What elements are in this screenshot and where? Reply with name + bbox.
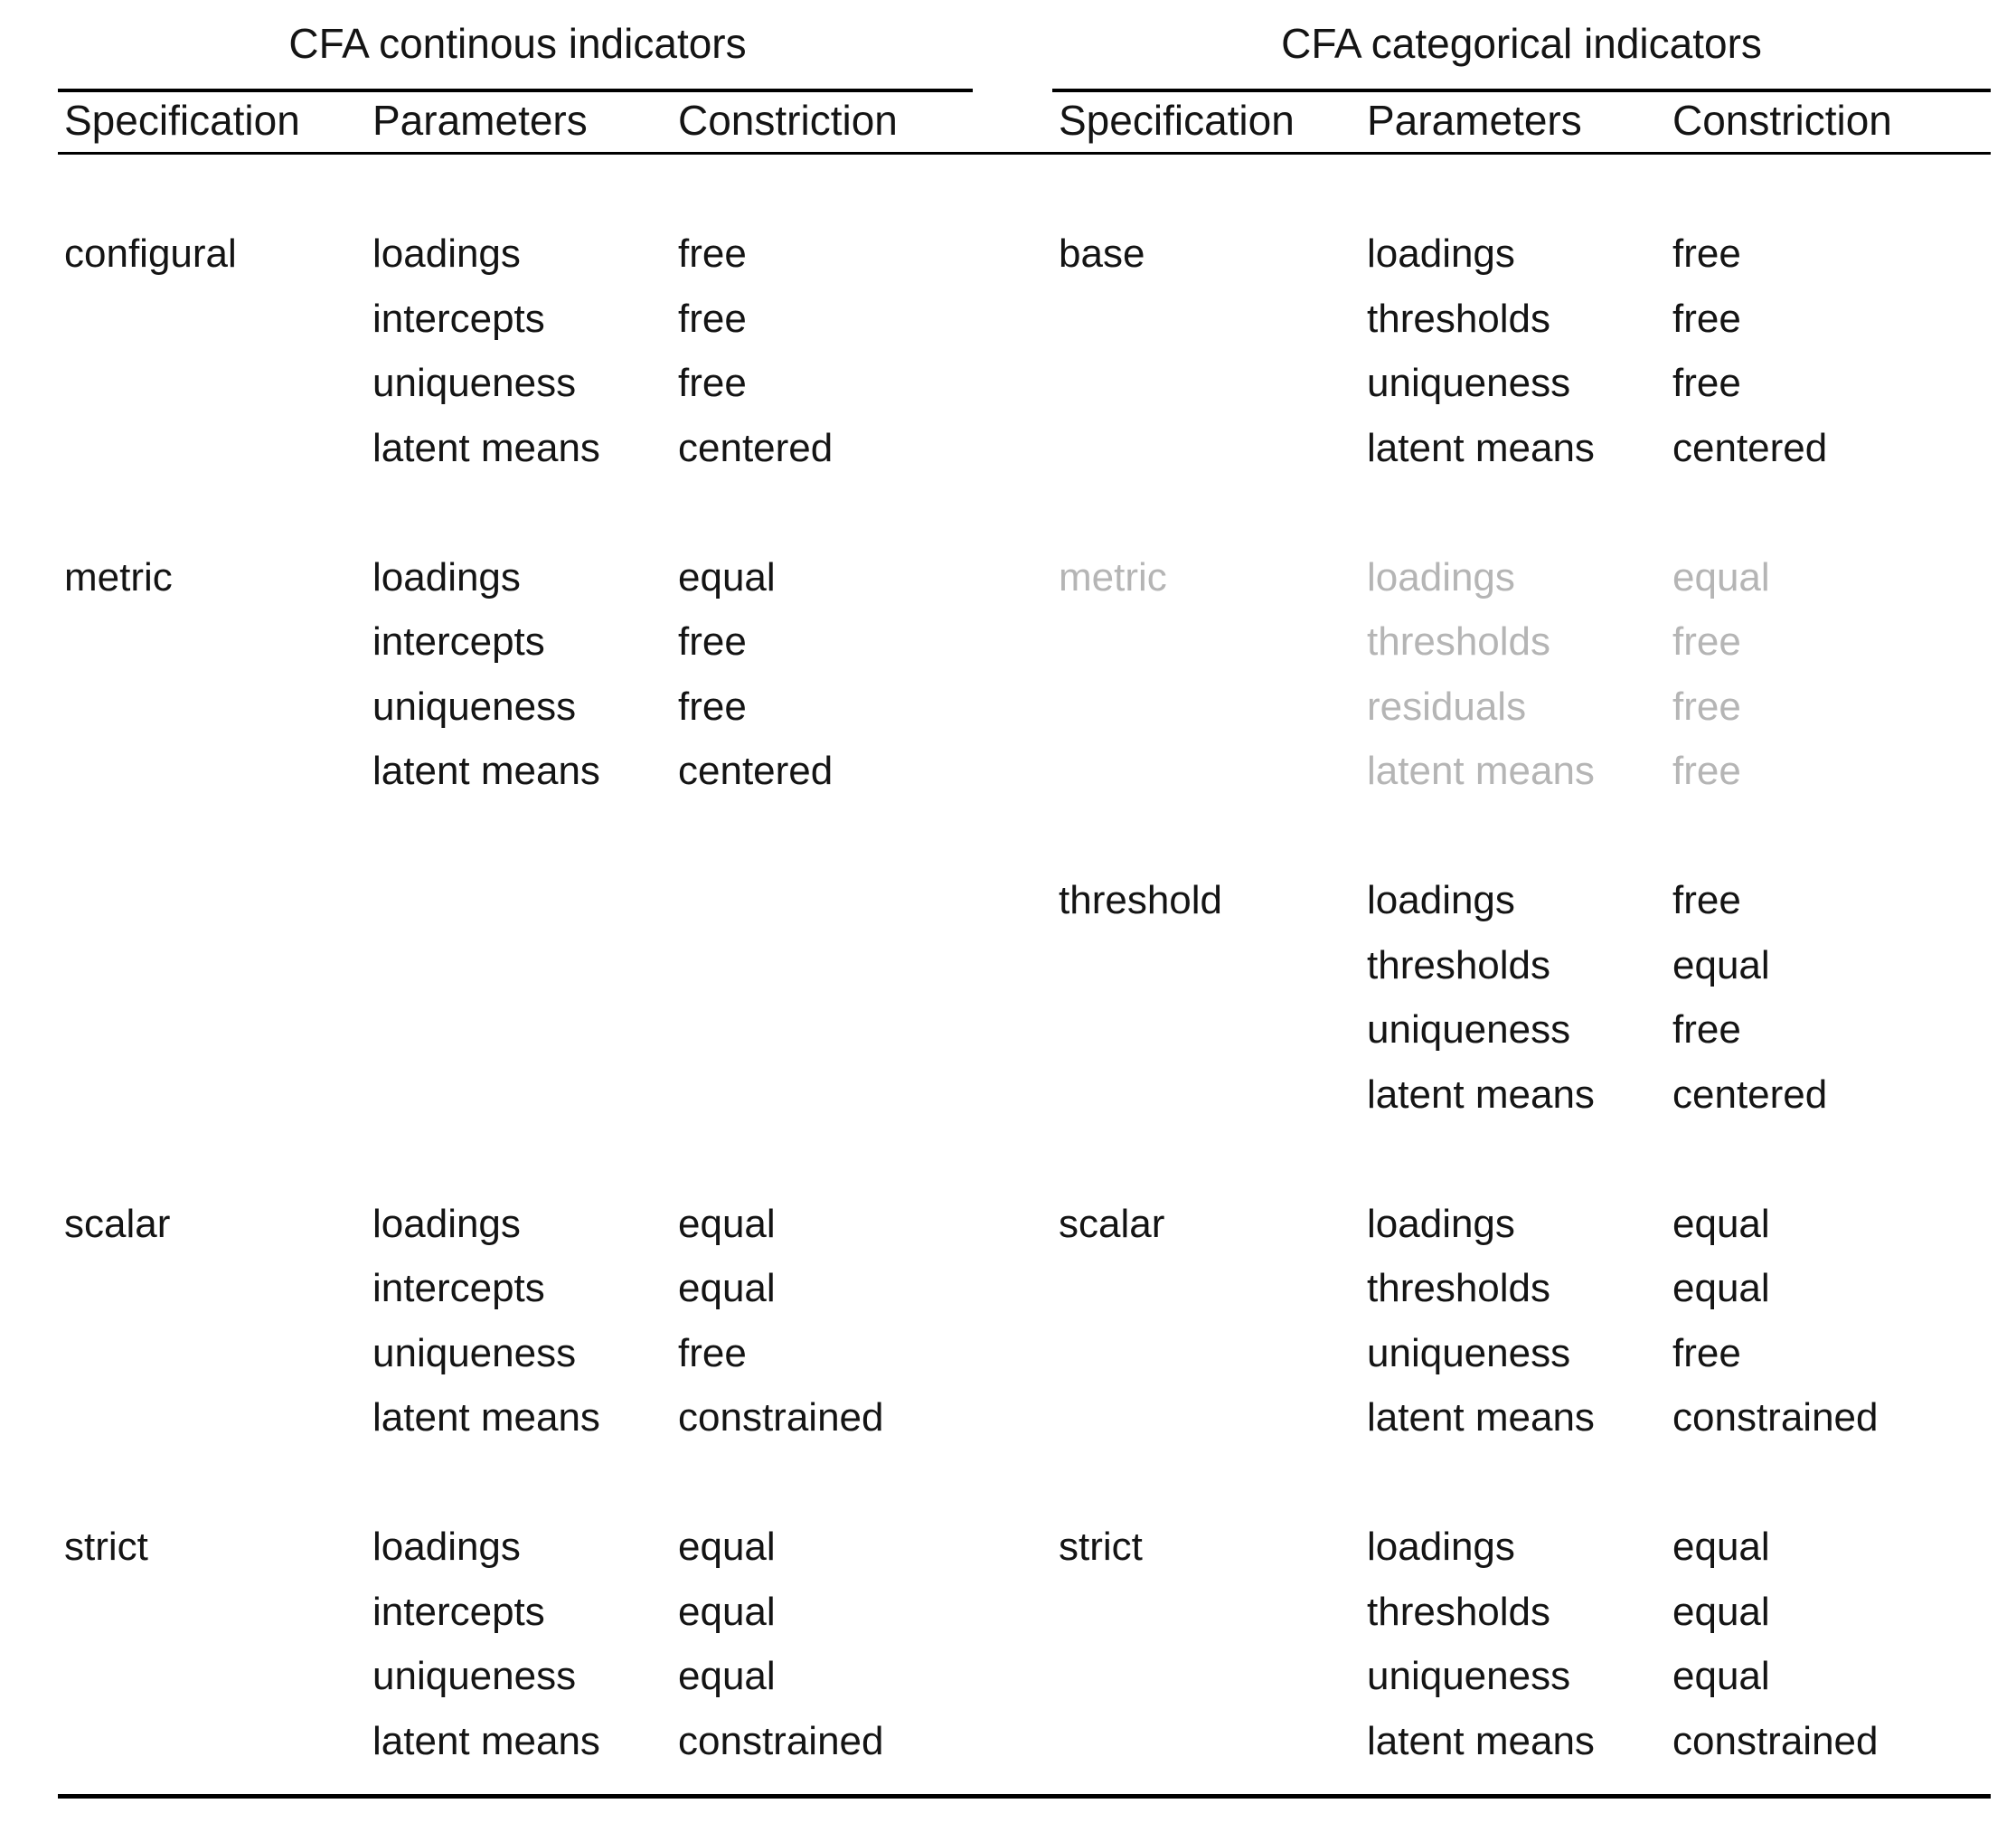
spec-label — [64, 1385, 372, 1450]
table-row — [58, 1515, 977, 1580]
constriction-cell: free — [678, 684, 747, 729]
parameter-cell: intercepts — [372, 1266, 545, 1310]
table-body-categorical — [1052, 222, 1991, 1832]
parameter-cell: latent means — [1367, 1395, 1595, 1440]
spec-label — [1059, 1256, 1367, 1321]
spec-label — [1059, 1321, 1367, 1386]
constriction-cell: free — [1672, 1007, 1741, 1052]
table-row — [1052, 1709, 1991, 1774]
parameter-cell: uniqueness — [1367, 1330, 1571, 1375]
table-body-continuous — [58, 222, 977, 1832]
constriction-cell: constrained — [678, 1718, 884, 1763]
constriction-cell: free — [678, 619, 747, 664]
spec-label — [1059, 997, 1367, 1062]
spec-label — [64, 1580, 372, 1645]
table-row — [58, 1256, 977, 1321]
constriction-cell: free — [678, 1330, 747, 1375]
spec-label — [64, 675, 372, 740]
parameter-cell: latent means — [372, 1718, 600, 1763]
table-row — [1052, 1321, 1991, 1386]
spec-label — [1059, 351, 1367, 416]
spec-label — [64, 1709, 372, 1774]
spec-label: base — [1059, 231, 1145, 276]
constriction-cell: free — [1672, 296, 1741, 341]
table-continuous-indicators — [58, 0, 977, 1832]
group-strict — [58, 1515, 977, 1773]
spec-label — [1059, 739, 1367, 804]
constriction-cell: equal — [1672, 1654, 1770, 1698]
constriction-cell: equal — [1672, 942, 1770, 987]
constriction-cell: equal — [678, 1525, 776, 1569]
table-title-categorical: CFA categorical indicators — [1281, 20, 1762, 67]
empty-group-slot — [58, 868, 977, 1127]
table-row — [58, 1580, 977, 1645]
group-scalar — [1052, 1192, 1991, 1450]
table-row — [1052, 1192, 1991, 1257]
parameter-cell: residuals — [1367, 684, 1527, 729]
table-row — [1052, 1385, 1991, 1450]
spec-label — [64, 416, 372, 481]
table-row — [1052, 739, 1991, 804]
parameter-cell: latent means — [372, 749, 600, 793]
constriction-cell: equal — [1672, 1266, 1770, 1310]
parameter-cell: loadings — [1367, 231, 1515, 276]
constriction-cell: free — [1672, 361, 1741, 405]
spec-label: metric — [1059, 554, 1167, 600]
parameter-cell: thresholds — [1367, 1266, 1551, 1310]
spec-label — [1059, 1385, 1367, 1450]
group-configural — [58, 222, 977, 480]
parameter-cell: latent means — [1367, 1072, 1595, 1117]
col-header-specification: Specification — [1059, 97, 1295, 144]
group-metric — [58, 545, 977, 804]
spec-label — [1059, 609, 1367, 675]
parameter-cell: latent means — [372, 1395, 600, 1440]
spec-label — [1059, 287, 1367, 352]
table-row — [58, 1644, 977, 1709]
table-row — [1052, 222, 1991, 287]
parameter-cell: thresholds — [1367, 619, 1551, 664]
parameter-cell: loadings — [372, 1201, 521, 1246]
spec-label — [64, 351, 372, 416]
parameter-cell: intercepts — [372, 1589, 545, 1634]
column-headers-continuous — [58, 90, 977, 150]
table-row — [1052, 1256, 1991, 1321]
spec-label — [1059, 1709, 1367, 1774]
constriction-cell: centered — [1672, 1072, 1828, 1117]
group-strict — [1052, 1515, 1991, 1773]
spec-label — [1059, 933, 1367, 998]
table-row — [58, 287, 977, 352]
parameter-cell: loadings — [1367, 554, 1515, 600]
table-row — [58, 545, 977, 610]
constriction-cell: free — [1672, 684, 1741, 729]
group-threshold — [1052, 868, 1991, 1127]
parameter-cell: loadings — [372, 231, 521, 276]
table-categorical-indicators — [1052, 0, 1991, 1832]
group-scalar — [58, 1192, 977, 1450]
constriction-cell: equal — [1672, 1201, 1770, 1246]
constriction-cell: constrained — [678, 1395, 884, 1440]
table-row — [58, 222, 977, 287]
constriction-cell: equal — [678, 554, 776, 600]
spec-label — [64, 1644, 372, 1709]
table-row — [1052, 1580, 1991, 1645]
spec-label: configural — [64, 231, 237, 276]
spec-label: scalar — [1059, 1201, 1165, 1246]
table-row — [58, 1321, 977, 1386]
table-row — [58, 739, 977, 804]
parameter-cell: latent means — [372, 425, 600, 470]
table-title-continuous: CFA continous indicators — [288, 20, 747, 67]
parameter-cell: uniqueness — [372, 1330, 577, 1375]
parameter-cell: uniqueness — [372, 1654, 577, 1698]
table-row — [1052, 933, 1991, 998]
parameter-cell: uniqueness — [372, 361, 577, 405]
spec-label — [64, 739, 372, 804]
spec-label — [64, 609, 372, 675]
spec-label — [1059, 675, 1367, 740]
parameter-cell: loadings — [1367, 1525, 1515, 1569]
table-row — [58, 1709, 977, 1774]
col-header-parameters: Parameters — [1367, 97, 1582, 144]
constriction-cell: centered — [678, 425, 834, 470]
parameter-cell: latent means — [1367, 1718, 1595, 1763]
constriction-cell: constrained — [1672, 1718, 1879, 1763]
spec-label — [64, 1256, 372, 1321]
parameter-cell: uniqueness — [372, 684, 577, 729]
group-metric-muted — [1052, 545, 1991, 804]
constriction-cell: equal — [1672, 1589, 1770, 1634]
table-row — [1052, 545, 1991, 610]
parameter-cell: thresholds — [1367, 942, 1551, 987]
constriction-cell: free — [1672, 1330, 1741, 1375]
col-header-parameters: Parameters — [372, 97, 588, 144]
parameter-cell: latent means — [1367, 749, 1595, 793]
constriction-cell: equal — [678, 1589, 776, 1634]
col-header-specification: Specification — [64, 97, 300, 144]
parameter-cell: intercepts — [372, 296, 545, 341]
parameter-cell: intercepts — [372, 619, 545, 664]
constriction-cell: free — [678, 361, 747, 405]
parameter-cell: loadings — [372, 554, 521, 600]
table-row — [1052, 997, 1991, 1062]
constriction-cell: centered — [678, 749, 834, 793]
constriction-cell: free — [1672, 749, 1741, 793]
col-header-constriction: Constriction — [1672, 97, 1892, 144]
table-row — [58, 416, 977, 481]
parameter-cell: uniqueness — [1367, 1007, 1571, 1052]
constriction-cell: equal — [678, 1266, 776, 1310]
table-row — [58, 675, 977, 740]
parameter-cell: loadings — [1367, 878, 1515, 922]
parameter-cell: latent means — [1367, 425, 1595, 470]
parameter-cell: loadings — [1367, 1201, 1515, 1246]
spec-label: metric — [64, 554, 173, 600]
constriction-cell: free — [1672, 231, 1741, 276]
col-header-constriction: Constriction — [678, 97, 898, 144]
table-row — [1052, 1515, 1991, 1580]
parameter-cell: loadings — [372, 1525, 521, 1569]
table-row — [1052, 351, 1991, 416]
table-row — [1052, 609, 1991, 675]
constriction-cell: free — [1672, 878, 1741, 922]
constriction-cell: constrained — [1672, 1395, 1879, 1440]
table-row — [1052, 675, 1991, 740]
spec-label — [64, 287, 372, 352]
table-row — [58, 609, 977, 675]
spec-label — [1059, 1062, 1367, 1128]
constriction-cell: free — [678, 296, 747, 341]
table-row — [1052, 1644, 1991, 1709]
table-row — [1052, 1062, 1991, 1128]
parameter-cell: thresholds — [1367, 1589, 1551, 1634]
table-row — [58, 351, 977, 416]
parameter-cell: uniqueness — [1367, 1654, 1571, 1698]
parameter-cell: thresholds — [1367, 296, 1551, 341]
parameter-cell: uniqueness — [1367, 361, 1571, 405]
spec-label — [1059, 416, 1367, 481]
constriction-cell: equal — [678, 1201, 776, 1246]
spec-label — [1059, 1580, 1367, 1645]
constriction-cell: equal — [678, 1654, 776, 1698]
table-row — [58, 1385, 977, 1450]
constriction-cell: free — [678, 231, 747, 276]
constriction-cell: equal — [1672, 1525, 1770, 1569]
group-base — [1052, 222, 1991, 480]
table-row — [1052, 416, 1991, 481]
table-row — [1052, 868, 1991, 933]
spec-label — [64, 1321, 372, 1386]
constriction-cell: centered — [1672, 425, 1828, 470]
spec-label — [1059, 1644, 1367, 1709]
table-row — [1052, 287, 1991, 352]
table-row — [58, 1192, 977, 1257]
spec-label: strict — [1059, 1525, 1143, 1569]
spec-label: threshold — [1059, 878, 1223, 922]
constriction-cell: equal — [1672, 554, 1770, 600]
column-headers-categorical — [1052, 90, 1991, 150]
constriction-cell: free — [1672, 619, 1741, 664]
spec-label: strict — [64, 1525, 148, 1569]
spec-label: scalar — [64, 1201, 171, 1246]
